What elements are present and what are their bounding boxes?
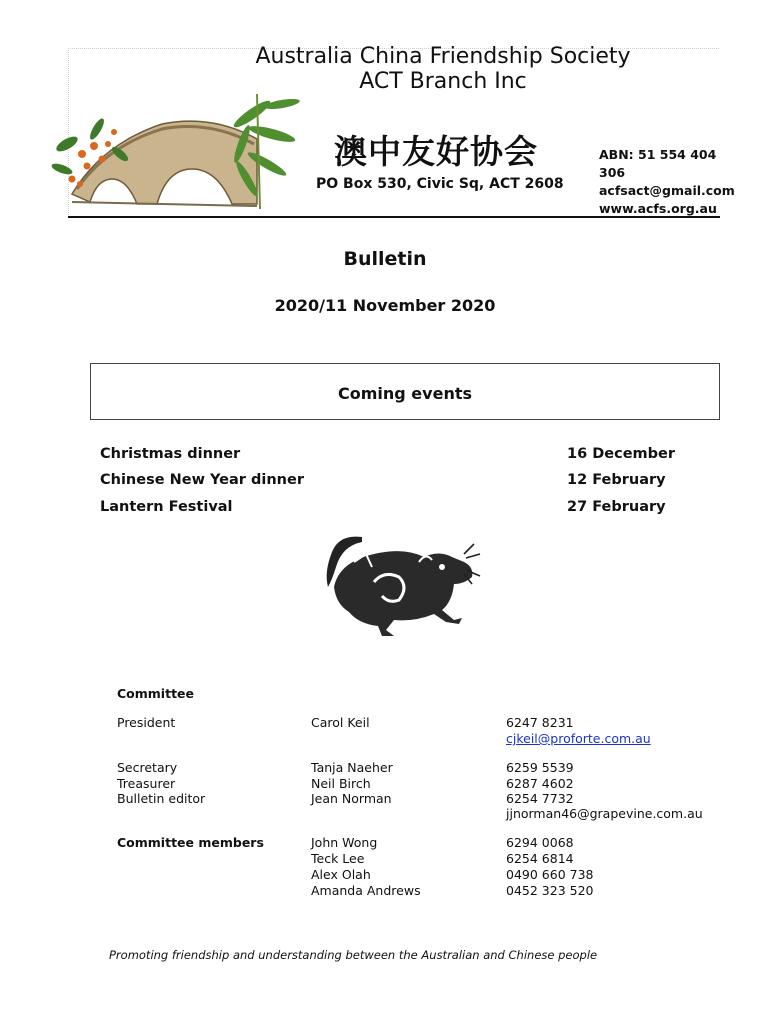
bulletin-title: Bulletin <box>343 248 427 270</box>
committee-members-label: Committee members <box>117 835 264 850</box>
committee-phone: 6287 4602 <box>506 776 574 791</box>
committee-name: Tanja Naeher <box>311 760 393 775</box>
committee-name: John Wong <box>311 835 378 850</box>
committee-heading: Committee <box>117 686 195 701</box>
event-name: Christmas dinner <box>100 446 241 462</box>
coming-events-box <box>90 363 720 420</box>
committee-role: Secretary <box>117 760 178 775</box>
committee-phone: 6254 7732 <box>506 791 574 806</box>
editor-email: jjnorman46@grapevine.com.au <box>506 806 703 821</box>
committee-phone: 0452 323 520 <box>506 883 594 898</box>
committee-name: Jean Norman <box>311 791 392 806</box>
event-row <box>100 472 700 488</box>
contact-email: acfsact@gmail.com <box>599 183 735 198</box>
bridge-illustration <box>42 84 302 219</box>
committee-name: Neil Birch <box>311 776 371 791</box>
committee-phone: 6247 8231 <box>506 715 574 730</box>
event-row <box>100 446 700 462</box>
event-date: 12 February <box>567 472 666 488</box>
committee-phone: 6259 5539 <box>506 760 574 775</box>
contact-block <box>599 146 735 218</box>
committee-name: Amanda Andrews <box>311 883 421 898</box>
committee-phone: 0490 660 738 <box>506 867 594 882</box>
website-address: www.acfs.org.au <box>599 201 717 216</box>
event-name: Chinese New Year dinner <box>100 472 304 488</box>
organisation-name-line2: ACT Branch Inc <box>359 69 527 94</box>
letterhead-rule <box>68 216 720 218</box>
event-row <box>100 499 700 515</box>
organisation-name <box>233 44 653 94</box>
committee-role: Treasurer <box>117 776 176 791</box>
po-box-address: PO Box 530, Civic Sq, ACT 2608 <box>316 176 564 192</box>
president-email-link[interactable]: cjkeil@proforte.com.au <box>506 731 651 746</box>
event-date: 16 December <box>567 446 675 462</box>
rat-papercut-image <box>314 532 484 642</box>
coming-events-heading: Coming events <box>338 384 472 403</box>
chinese-name: 澳中友好协会 <box>334 132 538 171</box>
event-name: Lantern Festival <box>100 499 233 515</box>
organisation-name-line1: Australia China Friendship Society <box>255 44 631 69</box>
footer-motto: Promoting friendship and understanding between the Australian and Chinese people <box>109 948 598 962</box>
committee-name: Alex Olah <box>311 867 371 882</box>
committee-name: Carol Keil <box>311 715 370 730</box>
event-date: 27 February <box>567 499 666 515</box>
committee-phone: 6294 0068 <box>506 835 574 850</box>
abn-number: ABN: 51 554 404 306 <box>599 147 717 180</box>
committee-role: President <box>117 715 176 730</box>
committee-role: Bulletin editor <box>117 791 206 806</box>
bulletin-issue: 2020/11 November 2020 <box>274 296 496 315</box>
committee-phone: 6254 6814 <box>506 851 574 866</box>
letterhead <box>68 36 735 219</box>
committee-name: Teck Lee <box>311 851 365 866</box>
